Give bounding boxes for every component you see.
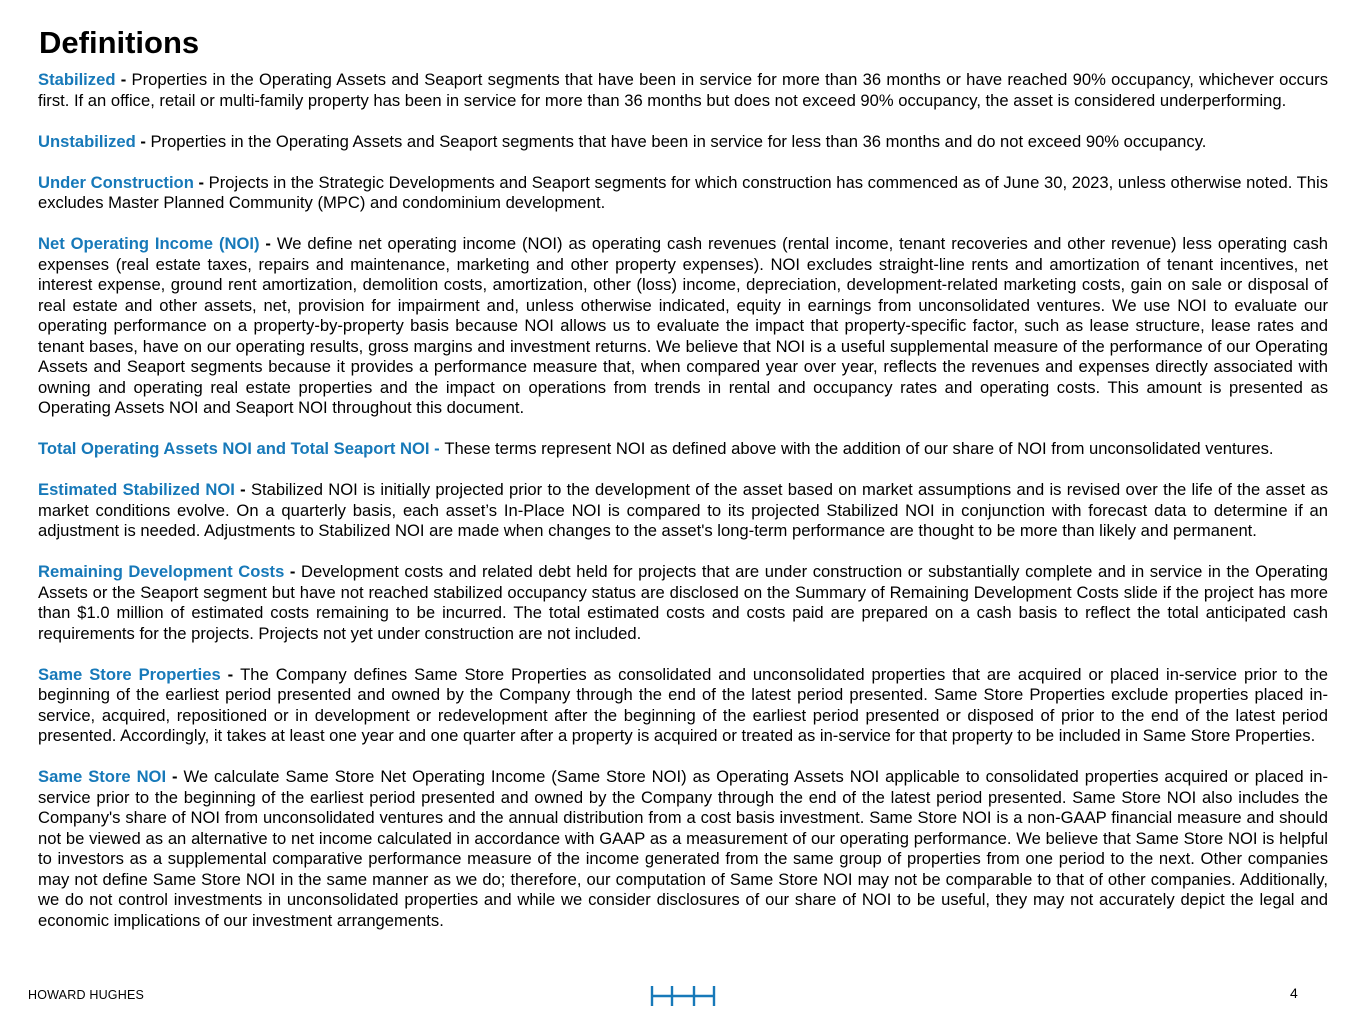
definition-separator: -: [284, 562, 302, 581]
definition-separator: -: [193, 172, 209, 192]
page-title: Definitions: [39, 25, 200, 60]
definition-text: These terms represent NOI as defined above with the addition of our share of NOI from unconsolidated ventures.: [444, 439, 1274, 458]
definition-term: Same Store NOI: [38, 767, 167, 786]
definition-remaining-development-costs: [38, 562, 1328, 644]
definition-same-store-properties: [38, 665, 1328, 747]
page-number: 4: [1290, 985, 1298, 1001]
definition-text: We calculate Same Store Net Operating Income (Same Store NOI) as Operating Assets NOI applicable to consolidated properties acquired or placed in-service prior to the beginning of the earliest period presented and owned by the Company through the end of the latest period presented. Same Store NOI also includes the Company's share of NOI from unconsolidated ventures and the annual distribution from a cost basis investment. Same Store NOI is a non-GAAP financial measure and should not be viewed as an alternative to net income calculated in accordance with GAAP as a measurement of our operating performance. We believe that Same Store NOI is helpful to investors as a supplemental comparative performance measure of the income generated from the same group of properties from one period to the next. Other companies may not define Same Store NOI in the same manner as we do; therefore, our computation of Same Store NOI may not be comparable to that of other companies. Additionally, we do not control investments in unconsolidated properties and while we consider disclosures of our share of NOI to be useful, they may not accurately depict the legal and economic implications of our investment arrangements.: [38, 767, 1328, 930]
footer-company-name: HOWARD HUGHES: [28, 988, 145, 1002]
definition-separator: -: [135, 131, 151, 151]
definition-same-store-noi: [38, 767, 1328, 931]
definition-term: Net Operating Income (NOI): [38, 234, 260, 253]
definition-separator: -: [166, 767, 184, 786]
definition-stabilized: [38, 70, 1328, 111]
definitions-list: [38, 70, 1328, 952]
definition-total-operating-assets-noi: [38, 439, 1328, 460]
definition-term: Same Store Properties: [38, 664, 221, 684]
definition-under-construction: [38, 173, 1328, 214]
definition-separator: -: [115, 70, 132, 89]
definition-separator: -: [220, 664, 241, 684]
definition-text: Development costs and related debt held for projects that are under construction or substantially complete and in service in the Operating Assets or the Seaport segment but have not reached stabilized occupancy status are disclosed on the Summary of Remaining Development Costs slide if the project has more than $1.0 million of estimated costs remaining to be incurred. The total estimated costs and costs paid are prepared on a cash basis to reflect the total anticipated cash requirements for the projects. Projects not yet under construction are not included.: [38, 562, 1328, 643]
definition-term: Estimated Stabilized NOI: [38, 480, 235, 499]
definition-separator: -: [259, 234, 277, 253]
definition-separator: -: [234, 480, 251, 499]
definition-term: Remaining Development Costs: [38, 562, 285, 581]
definition-text: The Company defines Same Store Properties as consolidated and unconsolidated properties that are acquired or placed in-service prior to the beginning of the earliest period presented and owned by the Company through the end of the latest period presented. Same Store Properties exclude properties placed in-service, acquired, repositioned or in development or redevelopment after the beginning of the earliest period presented or disposed of prior to the end of the latest period presented. Accordingly, it takes at least one year and one quarter after a property is acquired or treated as in-service for that property to be included in Same Store Properties.: [38, 664, 1328, 745]
definition-text: Stabilized NOI is initially projected prior to the development of the asset based on market assumptions and is revised over the life of the asset as market conditions evolve. On a quarterly basis, each asset’s In-Place NOI is compared to its projected Stabilized NOI in conjunction with forecast data to determine if an adjustment is needed. Adjustments to Stabilized NOI are made when changes to the asset's long-term performance are thought to be more than likely and permanent.: [38, 480, 1328, 540]
definition-text: Projects in the Strategic Developments and Seaport segments for which construction has commenced as of June 30, 2023, unless otherwise noted. This excludes Master Planned Community (MPC) and condominium development.: [38, 172, 1329, 212]
definition-term: Stabilized: [38, 70, 116, 89]
definition-text: Properties in the Operating Assets and Seaport segments that have been in service for less than 36 months and do not exceed 90% occupancy.: [150, 131, 1207, 151]
definition-estimated-stabilized-noi: [38, 480, 1328, 542]
definition-text: We define net operating income (NOI) as operating cash revenues (rental income, tenant recoveries and other revenue) less operating cash expenses (real estate taxes, repairs and maintenance, marketing and other property expenses). NOI excludes straight-line rents and amortization of tenant incentives, net interest expense, ground rent amortization, demolition costs, amortization, other (loss) income, depreciation, development-related marketing costs, gain on sale or disposal of real estate and other assets, net, provision for impairment and, unless otherwise indicated, equity in earnings from unconsolidated ventures. We use NOI to evaluate our operating performance on a property-by-property basis because NOI allows us to evaluate the impact that property-specific factor, such as lease structure, lease rates and tenant bases, have on our operating results, gross margins and investment returns. We believe that NOI is a useful supplemental measure of the performance of our Operating Assets and Seaport segments because it provides a performance measure that, when compared year over year, reflects the revenues and expenses directly associated with owning and operating real estate properties and the impact on operations from trends in rental and occupancy rates and operating costs. This amount is presented as Operating Assets NOI and Seaport NOI throughout this document.: [38, 234, 1328, 417]
hh-logo-icon: [650, 985, 716, 1007]
definition-unstabilized: [38, 132, 1328, 153]
definition-term: Under Construction: [38, 172, 194, 192]
definition-term: Total Operating Assets NOI and Total Seaport NOI -: [38, 439, 440, 458]
definition-text: Properties in the Operating Assets and Seaport segments that have been in service for more than 36 months or have reached 90% occupancy, whichever occurs first. If an office, retail or multi-family property has been in service for more than 36 months but does not exceed 90% occupancy, the asset is considered underperforming.: [38, 70, 1328, 110]
definition-noi: [38, 234, 1328, 419]
definition-term: Unstabilized: [38, 131, 136, 151]
